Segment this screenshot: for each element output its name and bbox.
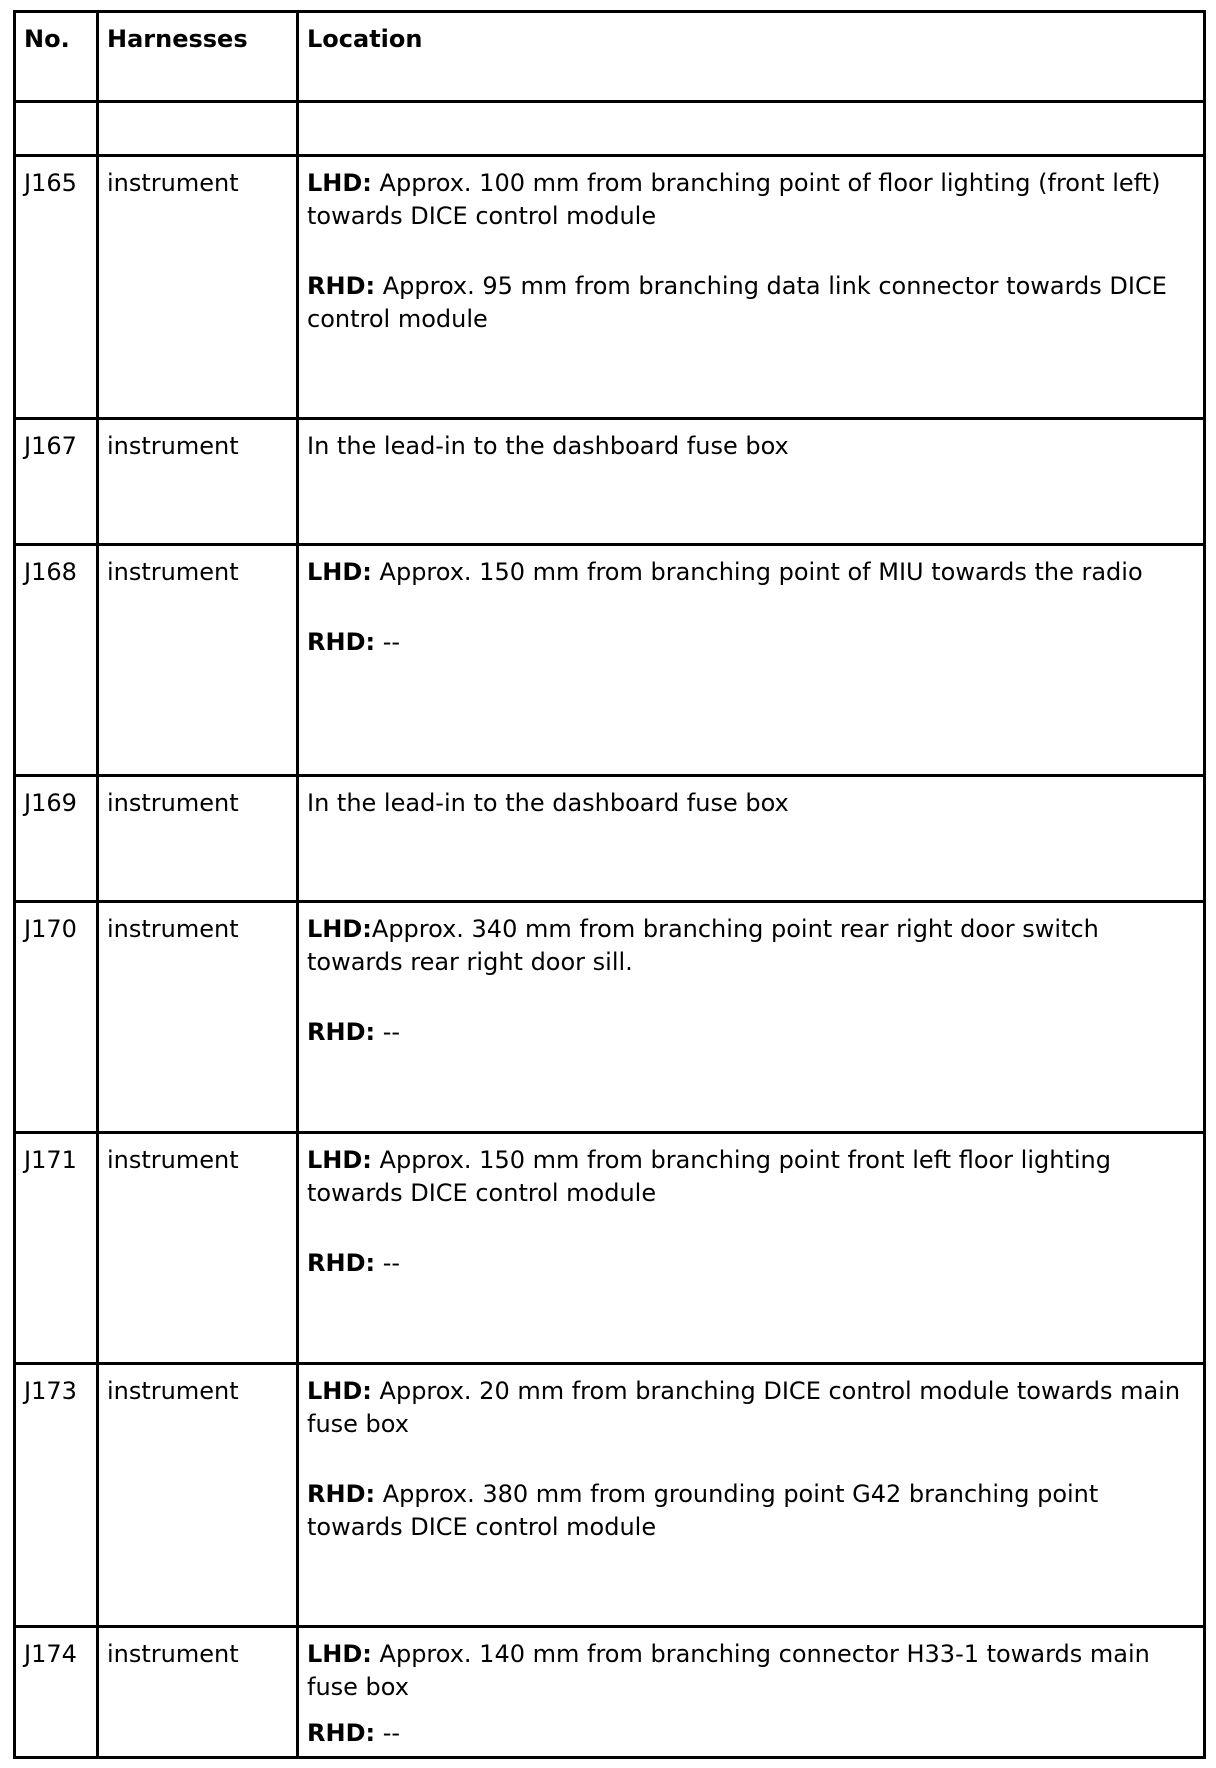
location-entry-lhd — [307, 1375, 1195, 1441]
rhd-label: RHD: — [307, 628, 376, 656]
table-row — [15, 419, 1205, 545]
lhd-label: LHD: — [307, 169, 372, 197]
location-entry-rhd — [307, 1478, 1195, 1544]
lhd-label: LHD: — [307, 1377, 372, 1405]
table-row — [15, 1133, 1205, 1364]
lhd-text: Approx. 340 mm from branching point rear right door switch towards rear right door sill. — [307, 915, 1099, 976]
lhd-text: Approx. 140 mm from branching connector H33-1 towards main fuse box — [307, 1640, 1150, 1701]
row-location — [298, 1133, 1205, 1364]
lhd-label: LHD: — [307, 915, 372, 943]
table-row — [15, 1364, 1205, 1627]
empty-row — [15, 102, 1205, 156]
location-entry-rhd — [307, 1016, 1195, 1049]
row-harness: instrument — [98, 1627, 298, 1758]
rhd-label: RHD: — [307, 272, 376, 300]
rhd-text: Approx. 95 mm from branching data link connector towards DICE control module — [307, 272, 1167, 333]
row-location — [298, 545, 1205, 776]
rhd-text: -- — [375, 628, 401, 656]
location-entry-rhd — [307, 1717, 1195, 1750]
row-location — [298, 1364, 1205, 1627]
lhd-text: Approx. 150 mm from branching point of MIU towards the radio — [371, 558, 1143, 586]
row-harness: instrument — [98, 1364, 298, 1627]
row-harness: instrument — [98, 1133, 298, 1364]
rhd-text: -- — [375, 1249, 401, 1277]
row-location — [298, 156, 1205, 419]
table-row — [15, 1627, 1205, 1758]
row-harness: instrument — [98, 902, 298, 1133]
rhd-label: RHD: — [307, 1249, 376, 1277]
row-no: J168 — [15, 545, 98, 776]
empty-cell — [298, 102, 1205, 156]
row-location — [298, 1627, 1205, 1758]
row-no: J171 — [15, 1133, 98, 1364]
row-harness: instrument — [98, 545, 298, 776]
rhd-label: RHD: — [307, 1719, 376, 1747]
rhd-text: -- — [375, 1018, 401, 1046]
empty-cell — [15, 102, 98, 156]
rhd-text: Approx. 380 mm from grounding point G42 branching point towards DICE control module — [307, 1480, 1099, 1541]
lhd-label: LHD: — [307, 1146, 372, 1174]
location-entry-rhd — [307, 626, 1195, 659]
rhd-text: -- — [375, 1719, 401, 1747]
row-harness: instrument — [98, 776, 298, 902]
row-no: J174 — [15, 1627, 98, 1758]
rhd-label: RHD: — [307, 1480, 376, 1508]
table-row — [15, 902, 1205, 1133]
row-location — [298, 776, 1205, 902]
row-no: J169 — [15, 776, 98, 902]
location-entry — [307, 787, 1195, 820]
header-harnesses: Harnesses — [98, 12, 298, 102]
location-entry-lhd — [307, 1638, 1195, 1704]
row-no: J165 — [15, 156, 98, 419]
lhd-text: Approx. 100 mm from branching point of floor lighting (front left) towards DICE control module — [307, 169, 1161, 230]
row-no: J173 — [15, 1364, 98, 1627]
location-entry-rhd — [307, 270, 1195, 336]
row-location — [298, 902, 1205, 1133]
location-entry — [307, 430, 1195, 463]
row-location — [298, 419, 1205, 545]
table-row — [15, 156, 1205, 419]
location-entry-lhd — [307, 913, 1195, 979]
row-no: J167 — [15, 419, 98, 545]
lhd-text: Approx. 20 mm from branching DICE control module towards main fuse box — [307, 1377, 1181, 1438]
entry-text: In the lead-in to the dashboard fuse box — [307, 432, 789, 460]
lhd-label: LHD: — [307, 1640, 372, 1668]
lhd-text: Approx. 150 mm from branching point front left floor lighting towards DICE control module — [307, 1146, 1111, 1207]
location-entry-lhd — [307, 167, 1195, 233]
row-harness: instrument — [98, 419, 298, 545]
lhd-label: LHD: — [307, 558, 372, 586]
location-entry-lhd — [307, 556, 1195, 589]
header-row — [15, 12, 1205, 102]
connector-location-table — [13, 10, 1206, 1759]
empty-cell — [98, 102, 298, 156]
header-no: No. — [15, 12, 98, 102]
location-entry-lhd — [307, 1144, 1195, 1210]
table-row — [15, 545, 1205, 776]
header-location: Location — [298, 12, 1205, 102]
rhd-label: RHD: — [307, 1018, 376, 1046]
location-entry-rhd — [307, 1247, 1195, 1280]
row-harness: instrument — [98, 156, 298, 419]
entry-text: In the lead-in to the dashboard fuse box — [307, 789, 789, 817]
row-no: J170 — [15, 902, 98, 1133]
table-row — [15, 776, 1205, 902]
